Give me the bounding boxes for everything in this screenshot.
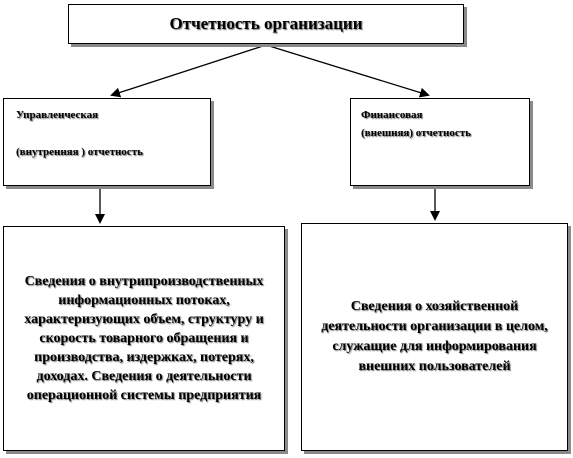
management-info-text: Сведения о внутрипроизводственных информационных потоках, характеризующих объем, структуру и скорость товарного обращения и производства, издержках, потерях, доходах. Сведения о деятельности операционной системы предприятия: [24, 274, 264, 403]
node-management-info: [3, 226, 285, 451]
root-node-organization-reporting: [68, 4, 464, 44]
management-title-line1: Управленческая: [16, 109, 99, 121]
financial-title-line2: (внешняя) отчетность: [361, 127, 471, 139]
arrow-root-to-financial: [266, 45, 428, 95]
financial-title-line1: Финансовая: [361, 109, 423, 121]
root-node-label: Отчетность организации: [169, 14, 363, 33]
node-financial-info: [301, 223, 568, 451]
node-management-reporting: [3, 98, 211, 186]
arrow-root-to-management: [112, 45, 266, 95]
management-title-line2: (внутренняя ) отчетность: [16, 146, 143, 158]
financial-info-text: Сведения о хозяйственной деятельности организации в целом, служащие для информирования внешних пользователей: [321, 299, 548, 374]
node-financial-reporting: [350, 98, 530, 186]
